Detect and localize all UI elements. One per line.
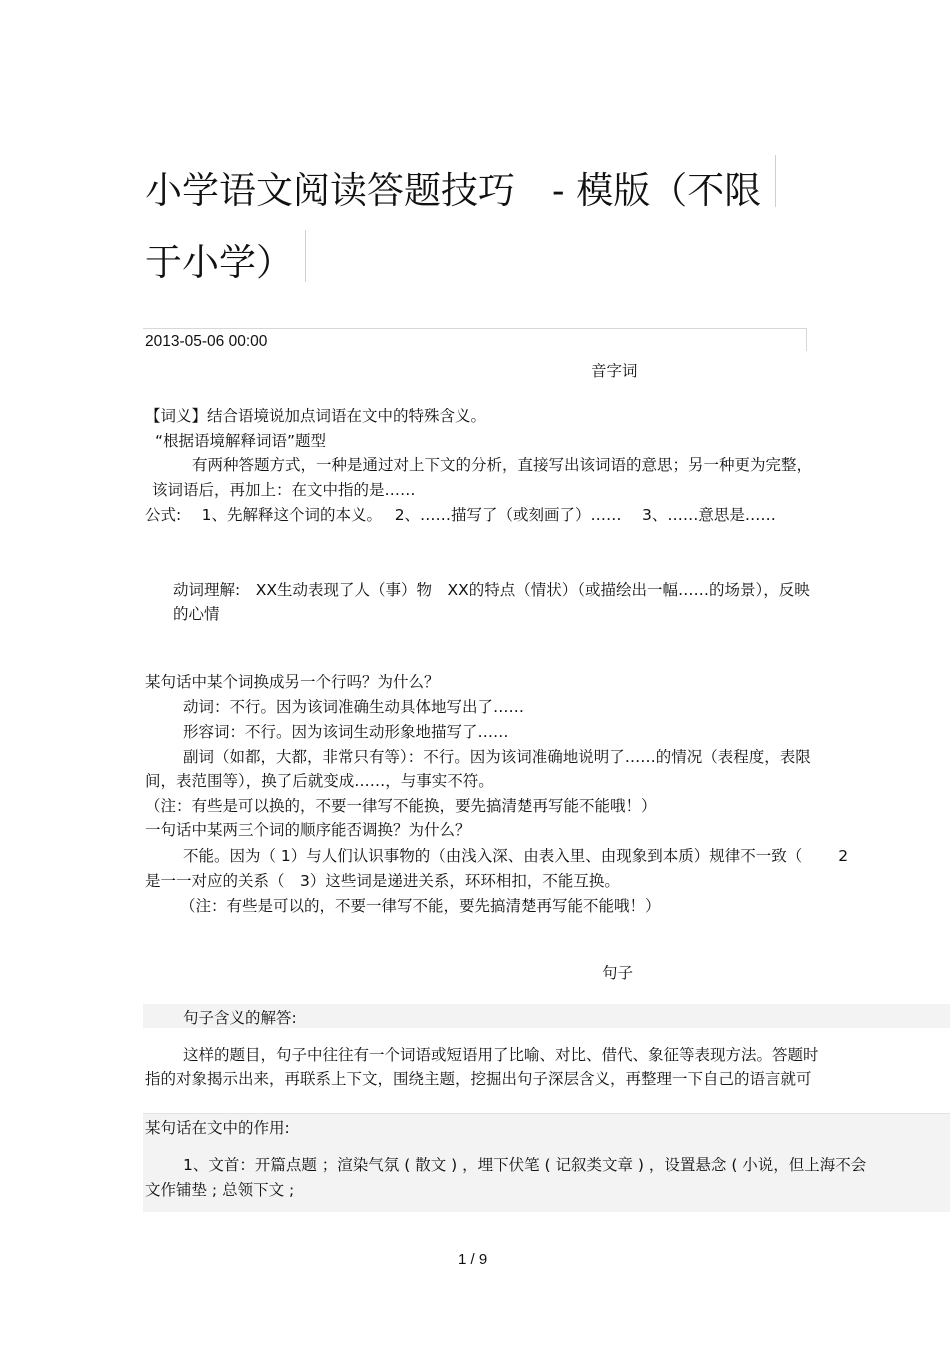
title-divider-1	[775, 155, 776, 207]
text-line: 指的对象揭示出来，再联系上下文，围绕主题，挖掘出句子深层含义，再整理一下自己的语言就可	[145, 1070, 812, 1088]
note-line: （注：有些是可以的，不要一律写不能，要先搞清楚再写能不能哦！）	[180, 897, 661, 915]
note-line: （注：有些是可以换的，不要一律写不能换，要先搞清楚再写能不能哦！）	[145, 797, 657, 815]
text-line: 动词理解: XX生动表现了人（事）物 XX的特点（情状）（或描绘出一幅……的场景），反映	[173, 581, 810, 599]
text-line: 是一一对应的关系（ 3）这些词是递进关系，环环相扣，不能互换。	[145, 872, 620, 890]
document-title-line1: 小学语文阅读答题技巧 - 模版（不限	[145, 169, 762, 212]
text-line: 形容词：不行。因为该词生动形象地描写了……	[183, 723, 509, 741]
text-line: 有两种答题方式，一种是通过对上下文的分析，直接写出该词语的意思；另一种更为完整，	[192, 456, 813, 474]
page-number: 1 / 9	[458, 1251, 488, 1268]
title-divider-2	[305, 230, 306, 282]
section-heading-sentences: 句子	[602, 964, 634, 982]
text-line: 该词语后，再加上：在文中指的是……	[152, 481, 416, 499]
text-line: 这样的题目，句子中往往有一个词语或短语用了比喻、对比、借代、象征等表现方法。答题时	[183, 1046, 819, 1064]
text-line: 副词（如都，大都，非常只有等）：不行。因为该词准确地说明了……的情况（表程度，表限	[183, 748, 811, 766]
question-line: 某句话中某个词换成另一个行吗？为什么？	[145, 673, 440, 691]
sentence-role-heading: 某句话在文中的作用:	[145, 1119, 290, 1137]
document-title-line2: 于小学）	[145, 241, 293, 284]
text-line: 不能。因为（ 1）与人们认识事物的（由浅入深、由表入里、由现象到本质）规律不一致（ 2	[183, 847, 849, 865]
text-line: 动词：不行。因为该词准确生动具体地写出了……	[183, 698, 525, 716]
question-line: 一句话中某两三个词的顺序能否调换？为什么？	[145, 821, 471, 839]
text-line: 1、文首：开篇点题 ；渲染气氛 ( 散文 ) ，埋下伏笔 ( 记叙类文章 ) ，设置悬念 ( 小说，但上海不会	[183, 1156, 867, 1174]
text-line: 间，表范围等），换了后就变成……，与事实不符。	[145, 772, 494, 790]
text-line: 文作铺垫 ; 总领下文 ;	[145, 1181, 295, 1199]
text-line: 【词义】结合语境说加点词语在文中的特殊含义。	[145, 407, 487, 425]
text-line: “根据语境解释词语”题型	[155, 432, 327, 450]
sentence-meaning-heading: 句子含义的解答:	[183, 1009, 297, 1027]
section-heading-words: 音字词	[591, 362, 638, 380]
text-line: 的心情	[173, 605, 220, 623]
formula-line: 公式: 1、先解释这个词的本义。 2、……描写了（或刻画了）…… 3、……意思是……	[145, 506, 776, 524]
publish-date: 2013-05-06 00:00	[145, 333, 268, 350]
